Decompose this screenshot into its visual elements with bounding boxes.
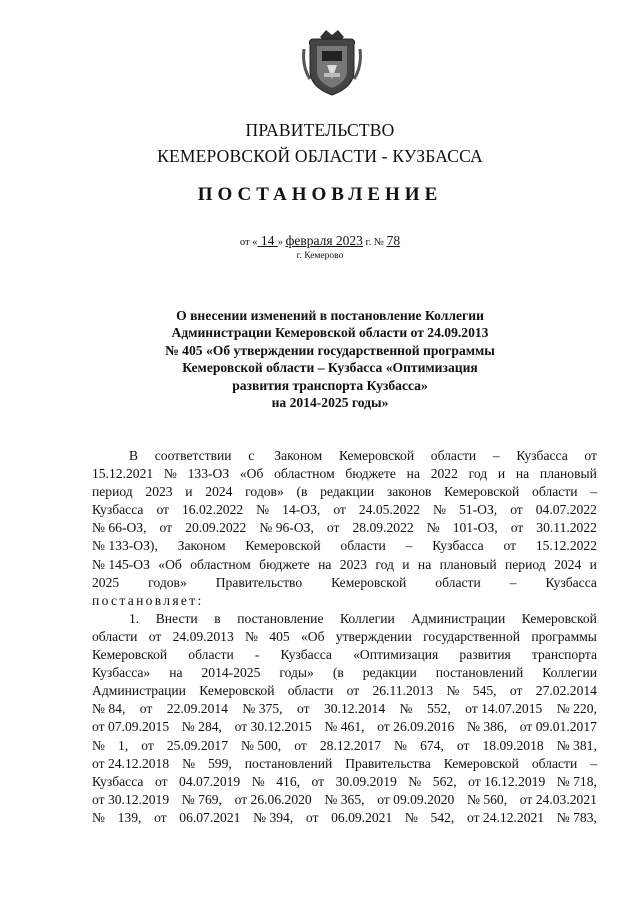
body-word: постановлений xyxy=(435,665,524,681)
body-line xyxy=(92,519,597,537)
body-word: Администрации xyxy=(411,610,506,626)
body-word: транспорта xyxy=(531,647,597,663)
body-word: области xyxy=(532,484,578,500)
body-word: 416, xyxy=(276,773,301,789)
body-word: области xyxy=(287,683,334,699)
body-line xyxy=(92,628,597,646)
body-word: от 14.07.2015 xyxy=(465,701,543,717)
body-word: 04.07.2019 xyxy=(179,773,241,789)
body-word: от 26.06.2020 xyxy=(234,791,312,807)
body-word: на xyxy=(169,665,183,681)
body-line xyxy=(92,646,597,664)
body-word: № 66-ОЗ, xyxy=(92,520,147,536)
body-line xyxy=(92,501,597,519)
body-word: 26.11.2013 xyxy=(372,683,434,699)
body-word: – xyxy=(590,755,597,771)
body-word: 14-ОЗ, xyxy=(282,502,321,518)
body-line xyxy=(92,556,597,574)
body-word: 545, xyxy=(472,683,497,699)
date-suffix: г. № xyxy=(362,237,387,248)
body-word: Кузбасса xyxy=(432,538,484,554)
body-word: от xyxy=(510,502,523,518)
body-word: Законом xyxy=(270,448,323,463)
body-word: утверждении xyxy=(335,628,412,644)
body-word: Коллегии xyxy=(340,610,395,626)
body-word: № 783, xyxy=(556,809,597,825)
body-word: № xyxy=(92,737,105,753)
body-word: 27.02.2014 xyxy=(535,683,597,699)
date-month-year: февраля 2023 xyxy=(285,233,363,248)
body-word: Кемеровской xyxy=(444,484,520,500)
title-line: О внесении изменений в постановление Коллегии xyxy=(176,308,484,323)
coat-of-arms-icon xyxy=(300,27,364,97)
body-word: Правительство xyxy=(215,574,303,590)
body-word: 06.07.2021 xyxy=(179,809,241,825)
body-word: от 24.03.2021 xyxy=(519,791,597,807)
body-word: от xyxy=(141,737,154,753)
body-word: № xyxy=(245,628,259,644)
body-word: от xyxy=(326,520,340,536)
body-word: Кемеровской xyxy=(338,448,415,463)
body-word: плановый xyxy=(539,466,597,482)
body-line xyxy=(92,682,597,700)
body-word: № 718, xyxy=(556,773,597,789)
body-line xyxy=(92,773,597,791)
body-word: от 26.09.2016 xyxy=(377,719,455,735)
body-word: Внести xyxy=(155,610,198,626)
body-word: от xyxy=(584,448,597,463)
body-word: год xyxy=(468,466,488,482)
body-word: 1, xyxy=(118,737,129,753)
title-line: на 2014-2025 годы» xyxy=(271,395,389,411)
body-word: от 16.12.2019 xyxy=(468,773,546,789)
body-word: и xyxy=(402,556,410,572)
body-word: бюджете xyxy=(259,556,310,572)
body-word: области xyxy=(340,538,386,554)
body-word: 674, xyxy=(420,737,444,753)
body-word: годы» xyxy=(279,665,314,681)
body-word: от xyxy=(509,683,523,699)
body-word: 2023 xyxy=(145,484,173,500)
body-word: от 24.12.2018 xyxy=(92,755,170,771)
body-line xyxy=(92,737,597,755)
body-word: и xyxy=(589,556,597,572)
body-word: от xyxy=(456,737,470,753)
body-word: 24.05.2022 xyxy=(358,502,421,518)
title-line: Администрации Кемеровской области от 24.09.2013 xyxy=(171,325,489,341)
body-word: – xyxy=(590,484,597,500)
body-word: Кемеровской xyxy=(92,647,168,663)
body-word: от xyxy=(154,809,167,825)
body-word: соответствии xyxy=(154,448,232,463)
body-word: № xyxy=(394,737,408,753)
title-line: развития транспорта Кузбасса» xyxy=(232,377,428,393)
body-word: № 461, xyxy=(324,719,365,735)
body-word: 139, xyxy=(117,809,142,825)
body-line xyxy=(92,610,597,628)
body-word: 2023 xyxy=(339,556,367,572)
body-word: «Об xyxy=(158,556,182,572)
body-line xyxy=(92,447,597,465)
body-word: 16.02.2022 xyxy=(182,502,244,518)
body-word: 04.07.2022 xyxy=(535,502,597,518)
body-word: Законом xyxy=(177,538,226,554)
body-word: от xyxy=(139,701,153,717)
body-word: № 386, xyxy=(466,719,508,735)
body-word: № xyxy=(408,773,422,789)
body-word: 2024 xyxy=(205,484,233,500)
body-word: 22.09.2014 xyxy=(166,701,228,717)
body-word: - xyxy=(254,647,260,663)
body-word: «Оптимизация xyxy=(353,647,439,663)
body-word: от xyxy=(503,538,517,554)
body-word: от xyxy=(294,737,307,753)
body-word: № xyxy=(163,466,177,482)
body-word: на xyxy=(417,556,432,572)
body-word: № 769, xyxy=(181,791,222,807)
body-word: от xyxy=(156,502,169,518)
body-line xyxy=(92,574,597,592)
body-word: Администрации xyxy=(92,683,186,699)
body-word: № 365, xyxy=(324,791,365,807)
body-word: № 96-ОЗ, xyxy=(259,520,314,536)
body-word: от 24.12.2021 xyxy=(466,809,545,825)
body-word: Кузбасса xyxy=(92,502,144,518)
body-word: № 560, xyxy=(466,791,508,807)
body-word: В xyxy=(129,448,139,463)
body-word: 562, xyxy=(432,773,457,789)
body-word: 2022 xyxy=(430,466,458,482)
body-line xyxy=(92,700,597,718)
body-word: № 84, xyxy=(92,701,126,717)
body-word: от 30.12.2015 xyxy=(234,719,312,735)
body-word: № 133-ОЗ), xyxy=(92,538,158,554)
body-line xyxy=(92,791,597,809)
body-word: законов xyxy=(386,484,432,500)
body-word: 599, xyxy=(208,755,232,771)
document-body xyxy=(92,447,597,827)
body-word: 405 xyxy=(269,628,290,644)
body-word: от xyxy=(510,520,524,536)
body-word: 24.09.2013 xyxy=(172,628,234,644)
body-word: 30.09.2019 xyxy=(335,773,397,789)
body-word: 2024 xyxy=(554,556,582,572)
body-word: Кемеровской xyxy=(521,610,597,626)
body-word: от 30.12.2019 xyxy=(92,791,170,807)
body-word: 06.09.2021 xyxy=(331,809,393,825)
body-word: Кемеровской xyxy=(443,755,519,771)
body-word: 2025 xyxy=(92,574,120,590)
body-word: 2014-2025 xyxy=(201,665,261,681)
body-word: бюджете xyxy=(345,466,396,482)
body-word: № xyxy=(426,520,440,536)
body-word: период xyxy=(504,556,546,572)
body-word: от xyxy=(311,773,325,789)
body-word: области xyxy=(92,628,138,644)
body-word: № 394, xyxy=(253,809,294,825)
paragraph-item-1 xyxy=(92,610,597,827)
body-word: Кемеровской xyxy=(245,538,321,554)
body-line xyxy=(92,537,597,555)
body-word: и xyxy=(497,466,506,482)
body-word: области xyxy=(188,647,234,663)
body-word: 1. xyxy=(129,610,140,626)
decree-word: постановляет: xyxy=(92,592,204,608)
body-word: Правительства xyxy=(345,755,431,771)
body-word: Кузбасса xyxy=(516,448,568,463)
body-word: на xyxy=(406,466,420,482)
body-word: № 284, xyxy=(181,719,222,735)
document-type-heading: ПОСТАНОВЛЕНИЕ xyxy=(197,184,443,205)
body-word: № 220, xyxy=(556,701,597,717)
body-word: год xyxy=(375,556,394,572)
body-word: от xyxy=(346,683,360,699)
body-word: 552, xyxy=(426,701,451,717)
body-word: – xyxy=(492,448,500,463)
body-word: 20.09.2022 xyxy=(185,520,247,536)
body-word: области xyxy=(531,755,578,771)
body-word: – xyxy=(405,538,413,554)
body-word: «Об xyxy=(300,628,325,644)
body-word: редакции xyxy=(320,484,375,500)
body-word: от xyxy=(296,701,310,717)
body-word: областном xyxy=(190,556,251,572)
body-word: области xyxy=(435,574,481,590)
body-word: № 145-ОЗ xyxy=(92,556,150,572)
organization-name-line2: КЕМЕРОВСКОЙ ОБЛАСТИ - КУЗБАССА xyxy=(157,146,483,166)
body-word: 15.12.2021 xyxy=(92,466,154,482)
body-word: Кемеровской xyxy=(199,683,275,699)
body-word: 51-ОЗ, xyxy=(459,502,498,518)
title-line: Кемеровской области – Кузбасса «Оптимизация xyxy=(182,360,478,376)
body-word: Кузбасса xyxy=(280,647,332,663)
city-name: г. Кемерово xyxy=(296,251,344,261)
date-number-line xyxy=(0,233,640,249)
body-word: плановый xyxy=(439,556,497,572)
body-word: на xyxy=(515,466,530,482)
title-line: № 405 «Об утверждении государственной программы xyxy=(165,342,495,358)
body-line xyxy=(92,664,597,682)
body-word: от xyxy=(159,520,173,536)
body-word: от xyxy=(148,628,162,644)
body-word: 133-ОЗ xyxy=(187,466,230,482)
body-word: Кузбасса xyxy=(545,574,597,590)
body-word: – xyxy=(509,574,517,590)
body-word: № 375, xyxy=(242,701,283,717)
body-word: постановление xyxy=(237,610,324,626)
paragraph-preamble xyxy=(92,447,597,592)
date-day: 14 xyxy=(257,233,278,248)
body-line xyxy=(92,592,597,610)
body-word: 542, xyxy=(430,809,455,825)
document-title xyxy=(140,307,520,411)
body-word: Кузбасса» xyxy=(92,665,151,681)
body-word: № xyxy=(433,502,447,518)
body-word: Кузбасса xyxy=(92,773,144,789)
body-word: от xyxy=(154,773,168,789)
body-word: от 07.09.2015 xyxy=(92,719,170,735)
body-word: 15.12.2022 xyxy=(535,538,597,554)
body-line xyxy=(92,483,597,501)
date-mid: » xyxy=(277,237,286,248)
body-word: развития xyxy=(459,647,511,663)
body-word: 28.12.2017 xyxy=(319,737,382,753)
document-number: 78 xyxy=(386,233,401,248)
body-line xyxy=(92,809,597,827)
body-word: № xyxy=(399,701,413,717)
body-line xyxy=(92,465,597,483)
body-word: № xyxy=(182,755,196,771)
organization-name-line1: ПРАВИТЕЛЬСТВО xyxy=(245,120,395,140)
body-word: Коллегии xyxy=(542,665,597,681)
body-word: № xyxy=(404,809,418,825)
body-word: области xyxy=(430,448,477,463)
body-word: № 381, xyxy=(556,737,597,753)
body-word: 28.09.2022 xyxy=(352,520,414,536)
body-word: программы xyxy=(531,628,597,644)
date-prefix: от « xyxy=(239,237,258,248)
body-word: период xyxy=(92,484,133,500)
body-word: от 09.01.2017 xyxy=(519,719,597,735)
body-word: 101-ОЗ, xyxy=(452,520,498,536)
body-word: областном xyxy=(274,466,335,482)
body-word: № xyxy=(446,683,460,699)
body-word: 30.11.2022 xyxy=(536,520,597,536)
body-word: на xyxy=(318,556,332,572)
body-line xyxy=(92,755,597,773)
body-word: постановлений xyxy=(244,755,333,771)
body-word: годов» xyxy=(245,484,284,500)
body-word: № xyxy=(251,773,265,789)
body-word: от 09.09.2020 xyxy=(377,791,455,807)
body-word: и xyxy=(185,484,193,500)
body-word: от xyxy=(333,502,346,518)
body-word: (в xyxy=(296,484,308,500)
body-word: государственной xyxy=(423,628,521,644)
body-word: годов» xyxy=(148,574,187,590)
body-word: с xyxy=(248,448,255,463)
body-line xyxy=(92,718,597,736)
body-word: № xyxy=(92,809,105,825)
body-word: в xyxy=(214,610,221,626)
body-word: 25.09.2017 xyxy=(166,737,229,753)
body-word: редакции xyxy=(362,665,417,681)
body-word: 30.12.2014 xyxy=(323,701,386,717)
body-word: «Об xyxy=(239,466,264,482)
body-word: от xyxy=(305,809,319,825)
body-word: (в xyxy=(332,665,344,681)
body-word: № xyxy=(256,502,270,518)
body-word: 18.09.2018 xyxy=(482,737,544,753)
body-word: Кемеровской xyxy=(331,574,407,590)
body-word: № 500, xyxy=(241,737,282,753)
